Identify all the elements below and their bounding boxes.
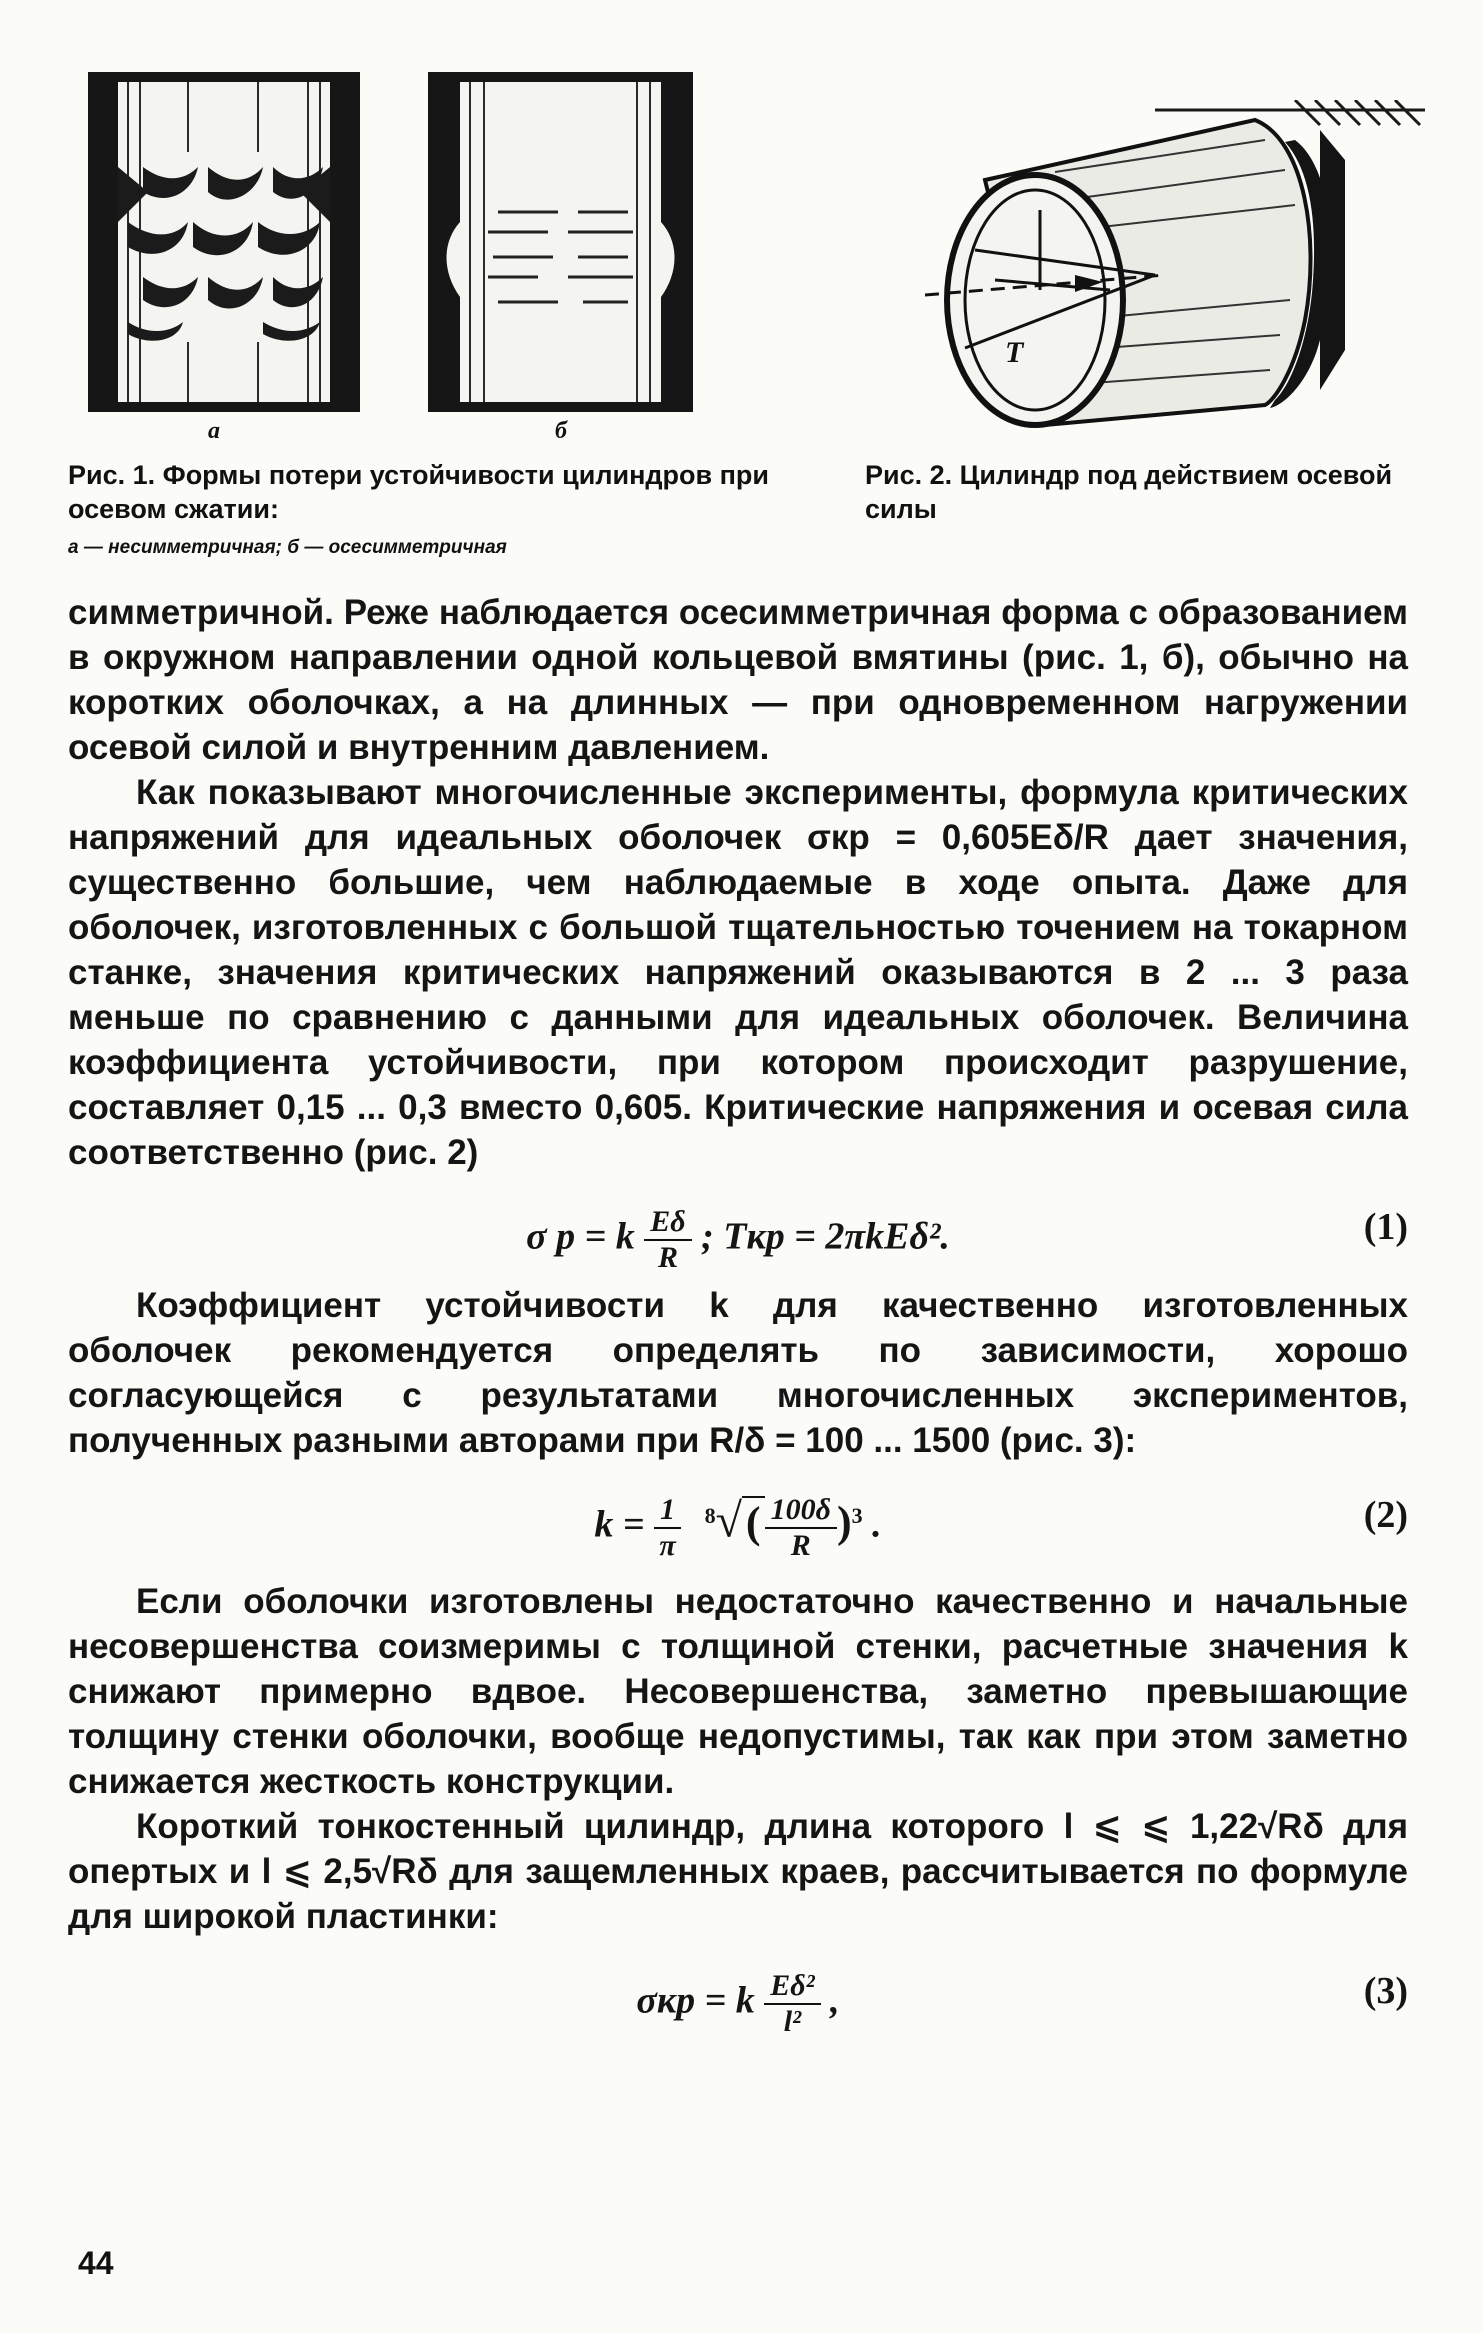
radical-sign-icon: √ [715, 1494, 742, 1548]
figure-2-cylinder-axial-force [925, 100, 1425, 440]
equation-2-numerator: 1 [654, 1493, 681, 1529]
figure-2-caption: Рис. 2. Цилиндр под действием осевой силы [865, 460, 1393, 524]
paragraph-3: Коэффициент устойчивости k для качественно изготовленных оболочек рекомендуется определять по зависимости, хорошо согласующейся с результатами многочисленных экспериментов, полученных разными авторами при R/δ = 100 ... 1500 (рис. 3): [68, 1286, 1408, 1460]
equation-2-exponent: 3 [851, 1503, 863, 1529]
figure-1a-label: а [208, 418, 220, 444]
equation-1-denominator: R [657, 1241, 678, 1274]
paragraph-1: симметричной. Реже наблюдается осесимметричная форма с образованием в окружном направлении одной кольцевой вмятины (рис. 1, б), обычно на коротких оболочках, а на длинных — при одновременном нагружении осевой силой и внутренним давлением. [68, 593, 1408, 767]
equation-1-numerator: Eδ [644, 1205, 691, 1241]
figure-1a-asymmetric-buckling [88, 72, 360, 412]
equation-2: k = $\frac{1}{\pi}$ $^8$√( $\frac{100\delta}{R}$ )$^3$ . (2) [594, 1493, 1408, 1562]
main-text [68, 590, 1408, 2047]
figure-1b-label: б [555, 418, 567, 444]
equation-1-number: (1) [1363, 1206, 1408, 1248]
paragraph-5: Короткий тонкостенный цилиндр, длина которого l ⩽ ⩽ 1,22√Rδ для опертых и l ⩽ 2,5√Rδ для защемленных краев, рассчитывается по формуле для широкой пластинки: [68, 1807, 1408, 1936]
equation-2-inner-denominator: R [790, 1529, 811, 1562]
figure-2-force-label: T [1005, 336, 1024, 369]
equation-1-rhs: ; Tкр = 2πkEδ². [701, 1215, 950, 1258]
equation-3-number: (3) [1363, 1970, 1408, 2012]
equation-3-denominator: l² [783, 2005, 802, 2038]
equation-2-inner-fraction [765, 1493, 837, 1563]
page-number: 44 [78, 2245, 114, 2281]
equation-2-lhs: k = [594, 1503, 645, 1546]
equation-2-end: . [872, 1503, 882, 1546]
equation-1 [68, 1183, 1408, 1275]
equation-3-numerator: Eδ² [764, 1969, 820, 2005]
equation-1-lhs: σ р = k [526, 1215, 635, 1258]
equation-2-inner-numerator: 100δ [765, 1493, 837, 1529]
equation-2-number: (2) [1363, 1494, 1408, 1536]
equation-1-fraction [644, 1205, 691, 1275]
figure-1b-axisymmetric-buckling [428, 72, 693, 412]
figure-1-caption-note: а — несимметричная; б — осесимметричная [68, 537, 507, 558]
paragraph-2: Как показывают многочисленные эксперименты, формула критических напряжений для идеальных оболочек σкр = 0,605Eδ/R дает значения, существенно большие, чем наблюдаемые в ходе опыта. Даже для оболочек, изготовленных с большой тщательностью точением на токарном станке, значения критических напряжений оказываются в 2 ... 3 раза меньше по сравнению с данными для идеальных оболочек. Величина коэффициента устойчивости, при котором происходит разрушение, составляет 0,15 ... 0,3 вместо 0,605. Критические напряжения и осевая сила соответственно (рис. 2) [68, 773, 1408, 1172]
equation-2-denominator: π [659, 1529, 676, 1562]
equation-2-root-index: 8 [704, 1503, 716, 1529]
figure-1-caption: Рис. 1. Формы потери устойчивости цилиндров при осевом сжатии: [68, 460, 769, 524]
equation-3-end: , [830, 1979, 840, 2022]
equation-3-lhs: σкр = k [636, 1979, 755, 2022]
paragraph-4: Если оболочки изготовлены недостаточно качественно и начальные несовершенства соизмеримы с толщиной стенки, расчетные значения k снижают примерно вдвое. Несовершенства, заметно превышающие толщину стенки оболочки, вообще недопустимы, так как при этом заметно снижается жесткость конструкции. [68, 1582, 1408, 1801]
equation-2-fraction [654, 1493, 681, 1563]
equation-3-fraction [764, 1969, 820, 2039]
equation-3 [68, 1947, 1408, 2039]
